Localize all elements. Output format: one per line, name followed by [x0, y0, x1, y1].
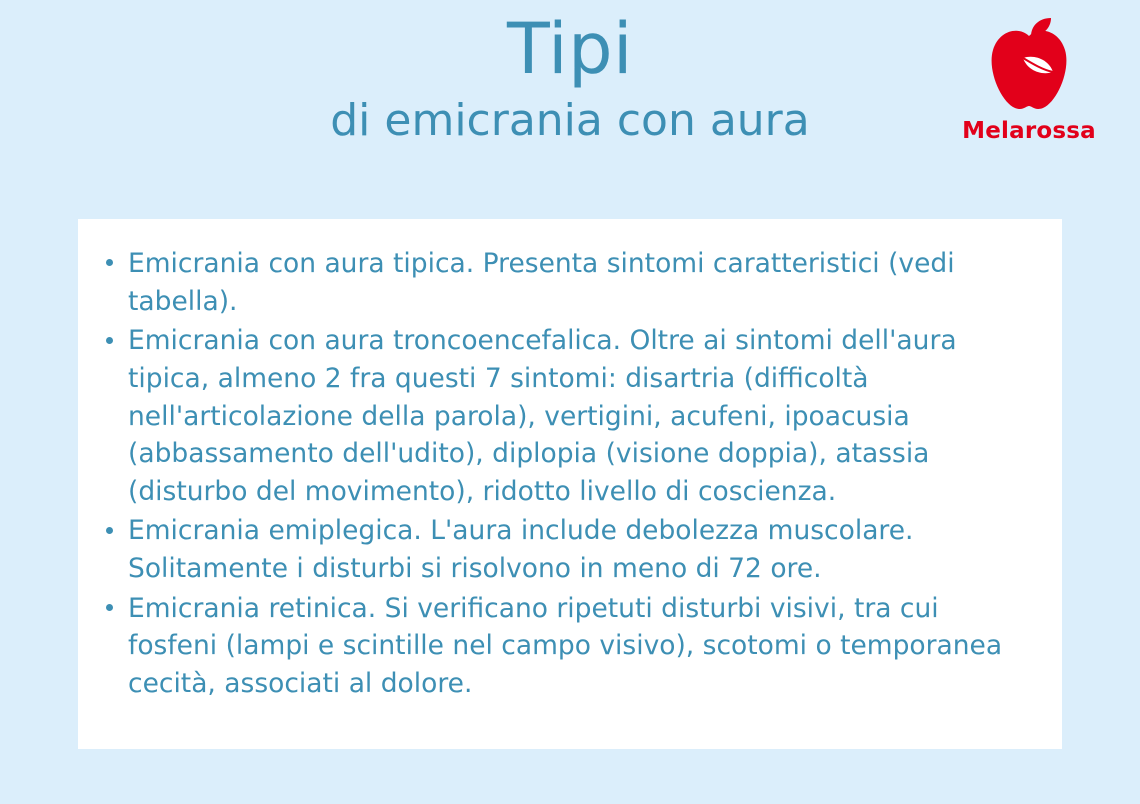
- page-subtitle: di emicrania con aura: [330, 95, 810, 146]
- list-item: [100, 512, 1022, 587]
- list-item: [100, 245, 1022, 320]
- list-item-text: Emicrania emiplegica. L'aura include debolezza muscolare. Solitamente i disturbi si risolvono in meno di 72 ore.: [128, 515, 914, 584]
- list-item: [100, 590, 1022, 703]
- list-item-text: Emicrania retinica. Si verificano ripetuti disturbi visivi, tra cui fosfeni (lampi e scintille nel campo visivo), scotomi o temporanea cecità, associati al dolore.: [128, 592, 1003, 699]
- bullet-dot-icon: [106, 337, 113, 344]
- list-item-text: Emicrania con aura tipica. Presenta sintomi caratteristici (vedi tabella).: [128, 248, 955, 317]
- bullet-list: [100, 245, 1022, 703]
- bullet-dot-icon: [106, 604, 113, 611]
- page-title: Tipi: [507, 8, 633, 90]
- brand-name: Melarossa: [962, 118, 1096, 144]
- bullet-dot-icon: [106, 527, 113, 534]
- apple-icon: [979, 18, 1079, 114]
- content-card: [78, 219, 1062, 749]
- list-item-text: Emicrania con aura troncoencefalica. Oltre ai sintomi dell'aura tipica, almeno 2 fra questi 7 sintomi: disartria (difficoltà nell'articolazione della parola), vertigini, acufeni, ipoacusia (abbassamento dell'udito), diplopia (visione doppia), atassia (disturbo del movimento), ridotto livello di coscienza.: [128, 325, 957, 507]
- header: [0, 0, 1140, 200]
- list-item: [100, 322, 1022, 510]
- brand-logo: [954, 18, 1104, 158]
- bullet-dot-icon: [106, 259, 113, 266]
